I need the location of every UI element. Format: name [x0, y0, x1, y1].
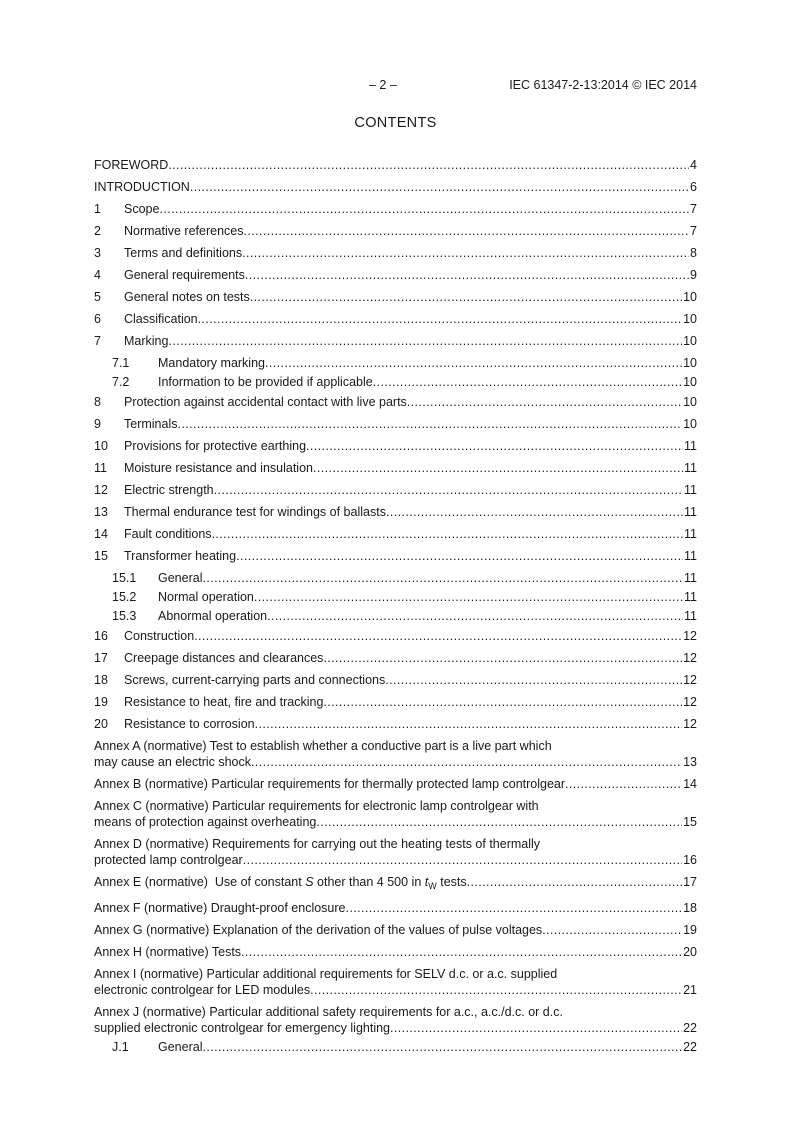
leader-dots	[198, 312, 682, 327]
toc-page: 10	[683, 395, 697, 409]
toc-label: General	[158, 571, 203, 585]
leader-dots	[202, 571, 683, 586]
toc-page: 19	[683, 923, 697, 937]
toc-number: 7.2	[112, 375, 130, 389]
toc-page: 10	[683, 356, 697, 370]
toc-label-continued: electronic controlgear for LED modules	[94, 983, 311, 997]
toc-annex-c[interactable]	[94, 799, 697, 830]
toc-entry[interactable]	[94, 417, 697, 432]
toc-entry[interactable]	[94, 224, 697, 239]
page-title: CONTENTS	[354, 115, 437, 131]
toc-page: 12	[683, 717, 697, 731]
toc-annex-j[interactable]	[94, 1005, 697, 1036]
toc-subentry[interactable]	[94, 356, 697, 371]
leader-dots	[306, 439, 683, 454]
toc-label: Annex A (normative) Test to establish whether a conductive part is a live part which	[94, 739, 552, 753]
toc-label: Fault conditions	[124, 527, 212, 541]
toc-number: 15	[94, 549, 108, 563]
toc-number: 15.2	[112, 590, 137, 604]
toc-number: 19	[94, 695, 108, 709]
toc-page: 11	[684, 549, 697, 563]
toc-entry[interactable]	[94, 268, 697, 283]
toc-entry[interactable]	[94, 505, 697, 520]
toc-entry[interactable]	[94, 246, 697, 261]
toc-label: Normal operation	[158, 590, 254, 604]
toc-entry[interactable]	[94, 439, 697, 454]
toc-page: 13	[683, 755, 697, 769]
toc-number: 12	[94, 483, 108, 497]
toc-page: 11	[684, 439, 697, 453]
toc-number: 18	[94, 673, 108, 687]
toc-label: Annex H (normative) Tests	[94, 945, 242, 959]
leader-dots	[346, 901, 683, 916]
leader-dots	[323, 651, 682, 666]
leader-dots	[254, 590, 683, 605]
leader-dots	[542, 923, 682, 938]
toc-page: 10	[683, 417, 697, 431]
toc-label-part: Annex E (normative) Use of constant	[94, 875, 306, 889]
toc-number: 5	[94, 290, 101, 304]
toc-label: General	[158, 1040, 203, 1054]
leader-dots	[385, 673, 682, 688]
toc-page: 15	[683, 815, 697, 829]
toc-annex-e[interactable]	[94, 875, 697, 894]
toc-label: Annex C (normative) Particular requirements for electronic lamp controlgear with	[94, 799, 539, 813]
leader-dots	[250, 290, 682, 305]
toc-number: 3	[94, 246, 101, 260]
leader-dots	[212, 527, 683, 542]
toc-annex-d[interactable]	[94, 837, 697, 868]
toc-subentry-j1[interactable]	[94, 1040, 697, 1055]
toc-page: 12	[683, 629, 697, 643]
toc-label: Annex F (normative) Draught-proof enclosure	[94, 901, 346, 915]
toc-page: 17	[683, 875, 697, 889]
toc-number: 20	[94, 717, 108, 731]
leader-dots	[168, 334, 682, 349]
leader-dots	[265, 356, 682, 371]
leader-dots	[194, 629, 682, 644]
toc-label: Annex J (normative) Particular additional safety requirements for a.c., a.c./d.c. or d.c.	[94, 1005, 563, 1019]
toc-entry[interactable]	[94, 717, 697, 732]
toc-label-continued: protected lamp controlgear	[94, 853, 243, 867]
toc-number: 6	[94, 312, 101, 326]
toc-label: FOREWORD	[94, 158, 169, 172]
leader-dots	[373, 375, 682, 390]
toc-page: 7	[690, 224, 697, 238]
leader-dots	[236, 549, 683, 564]
leader-dots	[243, 853, 682, 868]
toc-number: 9	[94, 417, 101, 431]
toc-page: 11	[684, 571, 697, 585]
toc-label: Resistance to corrosion	[124, 717, 255, 731]
toc-subentry[interactable]	[94, 609, 697, 624]
variable-t: t	[424, 875, 429, 889]
toc-page: 8	[690, 246, 697, 260]
toc-page: 11	[684, 527, 697, 541]
leader-dots	[190, 180, 689, 195]
toc-annex-b[interactable]	[94, 777, 697, 792]
toc-subentry[interactable]	[94, 375, 697, 390]
toc-label-continued: supplied electronic controlgear for emergency lighting	[94, 1021, 390, 1035]
toc-page: 12	[683, 651, 697, 665]
leader-dots	[565, 777, 682, 792]
toc-label: Annex G (normative) Explanation of the derivation of the values of pulse voltages	[94, 923, 543, 937]
toc-label: INTRODUCTION	[94, 180, 190, 194]
leader-dots	[178, 417, 683, 432]
toc-entry[interactable]	[94, 461, 697, 476]
toc-label: Provisions for protective earthing	[124, 439, 307, 453]
leader-dots	[323, 695, 682, 710]
toc-label: General notes on tests	[124, 290, 250, 304]
toc-page: 10	[683, 290, 697, 304]
toc-label: Normative references	[124, 224, 244, 238]
toc-number: 4	[94, 268, 101, 282]
toc-number: 11	[94, 461, 107, 475]
leader-dots	[159, 202, 689, 217]
toc-label: Protection against accidental contact with live parts	[124, 395, 407, 409]
toc-label: General requirements	[124, 268, 245, 282]
toc-entry[interactable]	[94, 395, 697, 410]
toc-number: 13	[94, 505, 108, 519]
toc-label: Screws, current-carrying parts and connections	[124, 673, 386, 687]
leader-dots	[251, 755, 682, 770]
toc-page: 22	[683, 1040, 697, 1054]
toc-label: Information to be provided if applicable	[158, 375, 373, 389]
toc-page: 12	[683, 695, 697, 709]
leader-dots	[267, 609, 683, 624]
leader-dots	[242, 246, 689, 261]
toc-page: 11	[684, 505, 697, 519]
leader-dots	[407, 395, 682, 410]
toc-number: 15.3	[112, 609, 137, 623]
toc-page: 10	[683, 312, 697, 326]
toc-label: Mandatory marking	[158, 356, 265, 370]
toc-page: 22	[683, 1021, 697, 1035]
toc-page: 21	[683, 983, 697, 997]
toc-annex-h[interactable]	[94, 945, 697, 960]
toc-label-part: tests	[436, 875, 467, 889]
toc-label-continued: means of protection against overheating	[94, 815, 317, 829]
toc-entry[interactable]	[94, 527, 697, 542]
toc-page: 16	[683, 853, 697, 867]
leader-dots	[202, 1040, 682, 1055]
toc-annex-g[interactable]	[94, 923, 697, 938]
leader-dots	[386, 505, 683, 520]
toc-label: Terminals	[124, 417, 178, 431]
toc-entry[interactable]	[94, 334, 697, 349]
variable-s: S	[305, 875, 314, 889]
toc-label: Scope	[124, 202, 160, 216]
toc-number: 10	[94, 439, 108, 453]
toc-number: 17	[94, 651, 108, 665]
toc-subentry[interactable]	[94, 590, 697, 605]
toc-page: 4	[690, 158, 697, 172]
toc-entry[interactable]	[94, 312, 697, 327]
toc-label: Abnormal operation	[158, 609, 268, 623]
toc-label: Annex I (normative) Particular additional requirements for SELV d.c. or a.c. supplied	[94, 967, 558, 981]
toc-page: 10	[683, 375, 697, 389]
toc-label: Transformer heating	[124, 549, 237, 563]
toc-annex-i[interactable]	[94, 967, 697, 998]
leader-dots	[244, 224, 690, 239]
toc-page: 11	[684, 461, 697, 475]
toc-page: 6	[690, 180, 697, 194]
toc-entry[interactable]	[94, 695, 697, 710]
leader-dots	[390, 1021, 682, 1036]
toc-label: Classification	[124, 312, 198, 326]
toc-entry-foreword[interactable]	[94, 158, 697, 173]
toc-label: Moisture resistance and insulation	[124, 461, 313, 475]
table-of-contents	[94, 158, 697, 1055]
toc-number: 8	[94, 395, 101, 409]
toc-entry-introduction[interactable]	[94, 180, 697, 195]
leader-dots	[310, 983, 682, 998]
toc-label: Marking	[124, 334, 169, 348]
toc-entry[interactable]	[94, 629, 697, 644]
toc-label: Terms and definitions	[124, 246, 243, 260]
page-header	[94, 78, 697, 94]
toc-page: 11	[684, 590, 697, 604]
toc-page: 18	[683, 901, 697, 915]
toc-number: 14	[94, 527, 108, 541]
toc-page: 14	[683, 777, 697, 791]
toc-number: 1	[94, 202, 101, 216]
leader-dots	[245, 268, 689, 283]
leader-dots	[467, 875, 682, 890]
toc-number: 7	[94, 334, 101, 348]
toc-entry[interactable]	[94, 651, 697, 666]
toc-page: 20	[683, 945, 697, 959]
toc-label: Annex B (normative) Particular requirements for thermally protected lamp controlgear	[94, 777, 566, 791]
toc-page: 11	[684, 609, 697, 623]
toc-label: Thermal endurance test for windings of ballasts	[124, 505, 386, 519]
leader-dots	[168, 158, 689, 173]
leader-dots	[214, 483, 683, 498]
toc-annex-f[interactable]	[94, 901, 697, 916]
toc-page: 11	[684, 483, 697, 497]
toc-label-continued: may cause an electric shock	[94, 755, 252, 769]
toc-number: J.1	[112, 1040, 129, 1054]
toc-number: 15.1	[112, 571, 137, 585]
toc-entry[interactable]	[94, 290, 697, 305]
toc-page: 9	[690, 268, 697, 282]
leader-dots	[241, 945, 682, 960]
page-number: – 2 –	[369, 78, 397, 92]
leader-dots	[313, 461, 683, 476]
toc-number: 16	[94, 629, 108, 643]
toc-label: Electric strength	[124, 483, 214, 497]
toc-entry[interactable]	[94, 483, 697, 498]
toc-label: Construction	[124, 629, 195, 643]
toc-page: 10	[683, 334, 697, 348]
toc-label	[94, 875, 467, 894]
toc-annex-a[interactable]	[94, 739, 697, 770]
toc-number: 2	[94, 224, 101, 238]
toc-label: Creepage distances and clearances	[124, 651, 324, 665]
toc-entry[interactable]	[94, 673, 697, 688]
toc-page: 7	[690, 202, 697, 216]
toc-label-part: other than 4 500 in	[313, 875, 425, 889]
toc-label: Resistance to heat, fire and tracking	[124, 695, 324, 709]
toc-subentry[interactable]	[94, 571, 697, 586]
toc-page: 12	[683, 673, 697, 687]
leader-dots	[316, 815, 682, 830]
toc-number: 7.1	[112, 356, 130, 370]
subscript-w: W	[428, 881, 437, 891]
toc-label: Annex D (normative) Requirements for carrying out the heating tests of thermally	[94, 837, 541, 851]
toc-entry[interactable]	[94, 549, 697, 564]
document-id: IEC 61347-2-13:2014 © IEC 2014	[509, 78, 697, 92]
leader-dots	[255, 717, 682, 732]
toc-entry[interactable]	[94, 202, 697, 217]
